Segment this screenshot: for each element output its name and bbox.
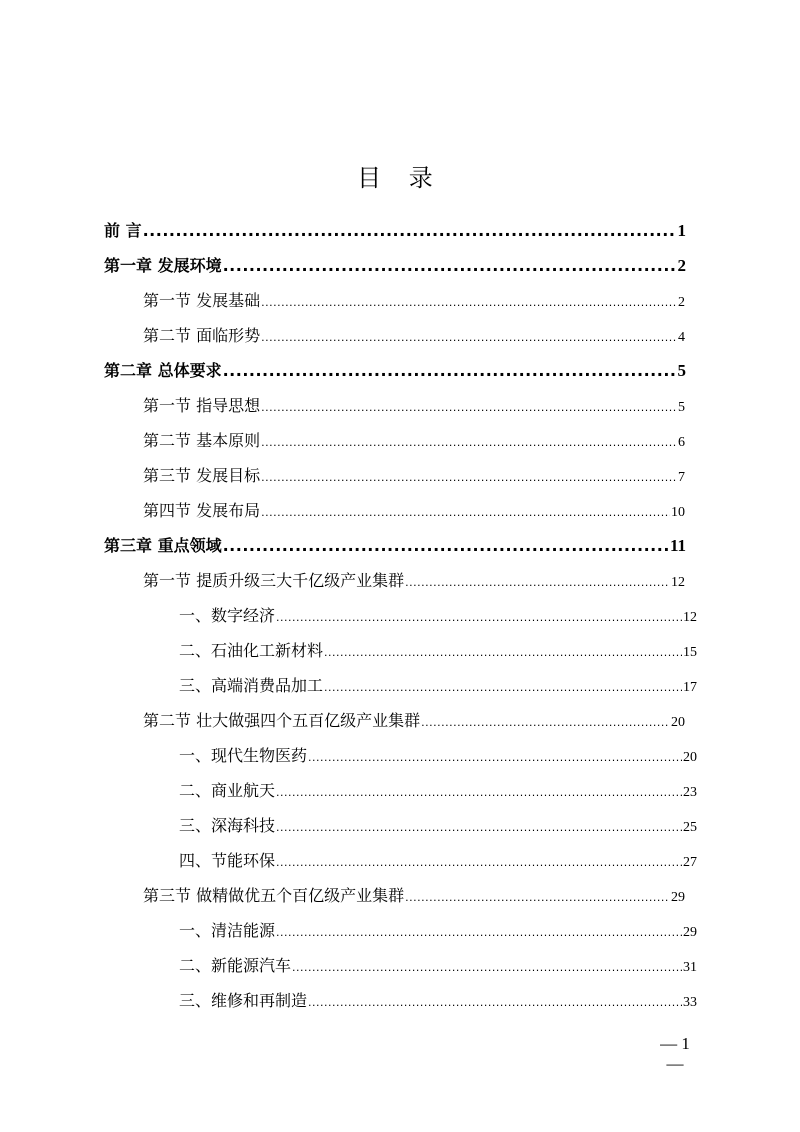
toc-title: 目 录: [357, 164, 443, 192]
toc-entry-section[interactable]: [143, 394, 685, 418]
toc-entry-label: 第一节 指导思想: [143, 396, 261, 415]
toc-entry-page: 1: [677, 221, 686, 240]
toc-entry-label: 第三章 重点领域: [104, 536, 222, 555]
toc-entry-label: 四、节能环保: [179, 851, 276, 870]
toc-entry-page: 33: [683, 995, 697, 1010]
toc-entry-label: 第二节 面临形势: [143, 326, 261, 345]
toc-entry-label: 一、清洁能源: [179, 921, 276, 940]
dot-leader: [405, 884, 670, 910]
dot-leader: [292, 954, 682, 980]
toc-entry-subsection[interactable]: [179, 779, 697, 803]
toc-entry-page: 20: [671, 715, 685, 730]
toc-entry-label: 第三节 发展目标: [143, 466, 261, 485]
dot-leader: [143, 219, 677, 243]
dot-leader: [223, 359, 677, 383]
dot-leader: [223, 254, 677, 278]
dot-leader: [261, 499, 670, 525]
toc-entry-page: 2: [677, 256, 686, 275]
toc-entry-page: 2: [678, 295, 685, 310]
dot-leader: [261, 429, 677, 455]
toc-entry-section[interactable]: [143, 464, 685, 488]
dot-leader: [261, 289, 677, 315]
toc-entry-page: 5: [678, 400, 685, 415]
dot-leader: [261, 394, 677, 420]
toc-entry-label: 第三节 做精做优五个百亿级产业集群: [143, 886, 405, 905]
toc-entry-section[interactable]: [143, 709, 685, 733]
toc-entry-label: 二、商业航天: [179, 781, 276, 800]
dot-leader: [276, 919, 682, 945]
dot-leader: [421, 709, 670, 735]
toc-entry-page: 11: [669, 536, 686, 555]
toc-entry-preface[interactable]: [104, 219, 686, 243]
toc-entry-label: 第一章 发展环境: [104, 256, 222, 275]
toc-entry-page: 31: [683, 960, 697, 975]
toc-entry-subsection[interactable]: [179, 989, 697, 1013]
dot-leader: [405, 569, 670, 595]
toc-entry-label: 三、维修和再制造: [179, 991, 308, 1010]
toc-entry-page: 29: [683, 925, 697, 940]
dot-leader: [324, 674, 682, 700]
toc-entry-label: 二、石油化工新材料: [179, 641, 324, 660]
toc-entry-label: 第二节 基本原则: [143, 431, 261, 450]
toc-entry-label: 第二节 壮大做强四个五百亿级产业集群: [143, 711, 421, 730]
dot-leader: [276, 779, 682, 805]
toc-entry-chapter-1[interactable]: [104, 254, 686, 278]
toc-entry-label: 一、现代生物医药: [179, 746, 308, 765]
toc-entry-label: 前 言: [104, 221, 142, 240]
toc-entry-subsection[interactable]: [179, 674, 697, 698]
dot-leader: [261, 324, 677, 350]
toc-entry-subsection[interactable]: [179, 954, 697, 978]
toc-entry-section[interactable]: [143, 569, 685, 593]
dot-leader: [324, 639, 682, 665]
dot-leader: [308, 989, 682, 1015]
dot-leader: [261, 464, 677, 490]
toc-entry-label: 一、数字经济: [179, 606, 276, 625]
toc-entry-section[interactable]: [143, 289, 685, 313]
dot-leader: [308, 744, 682, 770]
toc-entry-subsection[interactable]: [179, 744, 697, 768]
toc-entry-chapter-3[interactable]: [104, 534, 686, 558]
dot-leader: [276, 604, 682, 630]
toc-entry-page: 15: [683, 645, 697, 660]
toc-entry-label: 二、新能源汽车: [179, 956, 292, 975]
toc-entry-subsection[interactable]: [179, 814, 697, 838]
toc-entry-subsection[interactable]: [179, 849, 697, 873]
toc-entry-page: 25: [683, 820, 697, 835]
toc-entry-page: 4: [678, 330, 685, 345]
toc-entry-page: 29: [671, 890, 685, 905]
toc-entry-page: 7: [678, 470, 685, 485]
toc-entry-page: 10: [671, 505, 685, 520]
toc-entry-page: 20: [683, 750, 697, 765]
toc-entry-label: 第四节 发展布局: [143, 501, 261, 520]
dot-leader: [223, 534, 669, 558]
toc-entry-label: 第一节 提质升级三大千亿级产业集群: [143, 571, 405, 590]
toc-entry-subsection[interactable]: [179, 639, 697, 663]
toc-entry-subsection[interactable]: [179, 919, 697, 943]
toc-entry-page: 12: [671, 575, 685, 590]
toc-entry-page: 5: [677, 361, 686, 380]
toc-entry-page: 6: [678, 435, 685, 450]
toc-entry-section[interactable]: [143, 429, 685, 453]
toc-entry-page: 23: [683, 785, 697, 800]
dot-leader: [276, 814, 682, 840]
toc-entry-page: 27: [683, 855, 697, 870]
page-number: — 1 —: [660, 1034, 690, 1073]
toc-entry-page: 17: [683, 680, 697, 695]
toc-entry-chapter-2[interactable]: [104, 359, 686, 383]
toc-entry-subsection[interactable]: [179, 604, 697, 628]
dot-leader: [276, 849, 682, 875]
toc-entry-page: 12: [683, 610, 697, 625]
toc-entry-section[interactable]: [143, 884, 685, 908]
toc-entry-label: 第二章 总体要求: [104, 361, 222, 380]
toc-entry-label: 第一节 发展基础: [143, 291, 261, 310]
toc-entry-section[interactable]: [143, 324, 685, 348]
toc-entry-label: 三、高端消费品加工: [179, 676, 324, 695]
toc-entry-section[interactable]: [143, 499, 685, 523]
toc-entry-label: 三、深海科技: [179, 816, 276, 835]
